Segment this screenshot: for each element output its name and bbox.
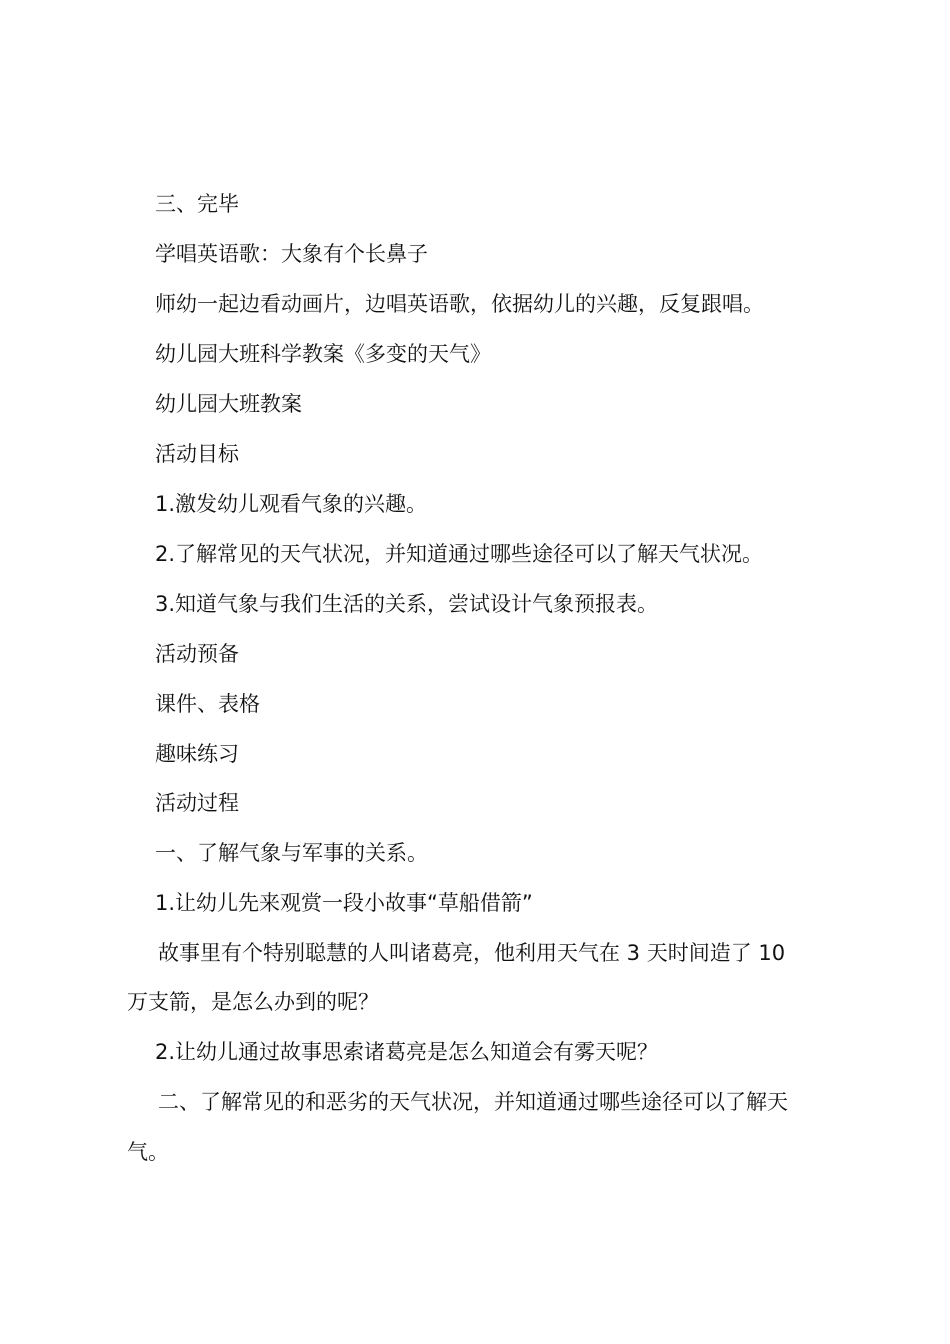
goal-item-3: 3.知道气象与我们生活的关系，尝试设计气象预报表。: [155, 592, 659, 616]
process-step-2-line-1: 二、了解常见的和恶劣的天气状况，并知道通过哪些途径可以了解天: [158, 1090, 788, 1114]
goal-item-2: 2.了解常见的天气状况，并知道通过哪些途径可以了解天气状况。: [155, 542, 764, 566]
process-step-1-heading: 一、了解气象与军事的关系。: [155, 841, 428, 865]
lesson-category: 幼儿园大班教案: [155, 392, 302, 416]
song-activity-line: 师幼一起边看动画片，边唱英语歌，依据幼儿的兴趣，反复跟唱。: [155, 292, 764, 316]
story-paragraph-line-1: 故事里有个特别聪慧的人叫诸葛亮，他利用天气在 3 天时间造了 10: [158, 941, 786, 965]
lesson-title: 幼儿园大班科学教案《多变的天气》: [155, 342, 491, 366]
process-step-1-item-1: 1.让幼儿先来观赏一段小故事“草船借箭”: [155, 891, 533, 915]
preparation-items: 课件、表格: [155, 692, 260, 716]
process-heading: 活动过程: [155, 791, 239, 815]
story-paragraph-line-2: 万支箭，是怎么办到的呢？: [127, 990, 379, 1014]
process-step-1-item-2: 2.让幼儿通过故事思索诸葛亮是怎么知道会有雾天呢？: [155, 1040, 659, 1064]
song-title-line: 学唱英语歌：大象有个长鼻子: [155, 242, 428, 266]
preparation-heading: 活动预备: [155, 642, 239, 666]
goal-item-1: 1.激发幼儿观看气象的兴趣。: [155, 492, 428, 516]
goals-heading: 活动目标: [155, 442, 239, 466]
process-step-2-line-2: 气。: [127, 1140, 169, 1164]
section-heading-end: 三、完毕: [155, 192, 239, 216]
fun-practice-heading: 趣味练习: [155, 742, 239, 766]
